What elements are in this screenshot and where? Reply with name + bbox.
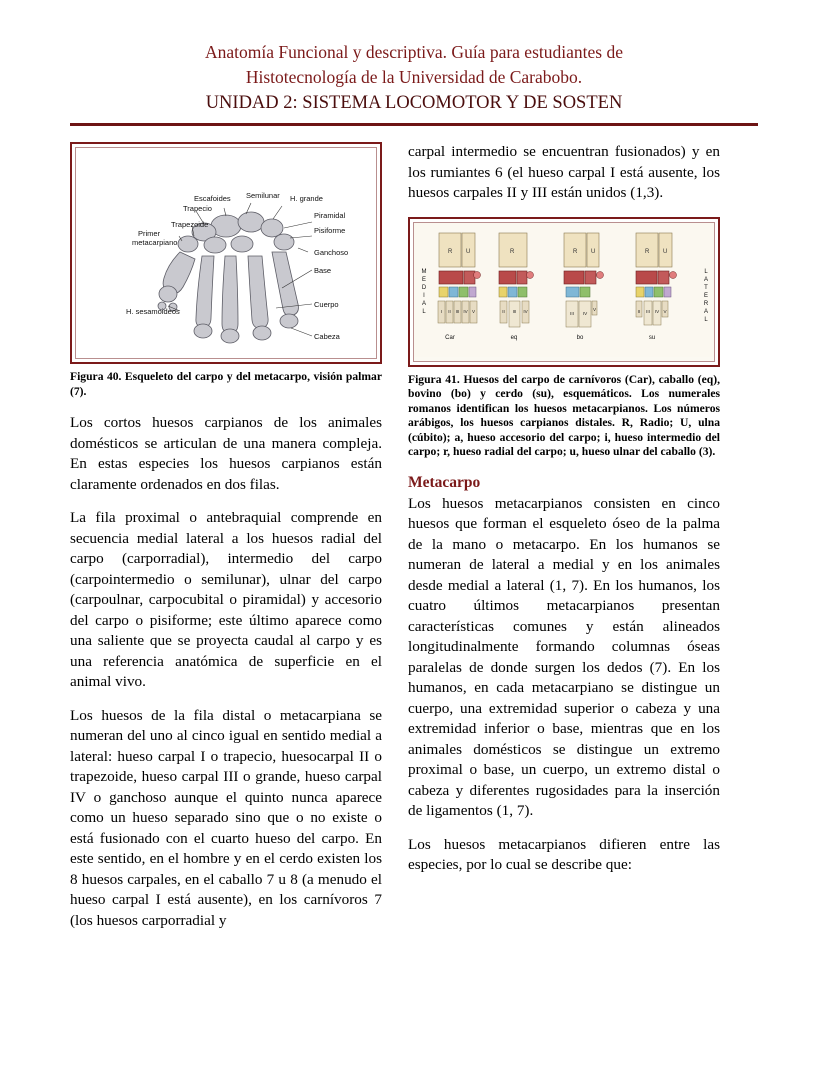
label-medial-e: E <box>421 276 427 283</box>
label-medial-l: L <box>422 308 426 315</box>
label-h-grande: H. grande <box>290 194 323 203</box>
svg-text:III: III <box>512 308 517 314</box>
figure-40-image <box>75 147 377 359</box>
label-lateral-a1: A <box>703 276 709 283</box>
svg-text:U: U <box>591 248 596 255</box>
species-label-eq: eq <box>510 334 518 341</box>
label-piramidal: Piramidal <box>314 211 346 220</box>
right-paragraph-3: Los huesos metacarpianos difieren entre las especies, por lo cual se describe que: <box>408 835 720 873</box>
figure-41-image <box>413 222 715 362</box>
header-line-2: Histotecnología de la Universidad de Carabobo. <box>245 67 583 87</box>
label-primer-metacarpiano-1: Primer <box>138 229 161 238</box>
svg-text:III: III <box>455 308 460 314</box>
svg-text:IV: IV <box>582 310 588 316</box>
svg-text:IV: IV <box>523 308 528 314</box>
label-lateral-e: E <box>703 292 709 299</box>
label-base: Base <box>314 266 332 275</box>
section-heading-metacarpo: Metacarpo <box>408 473 481 491</box>
species-label-car: Car <box>445 334 455 341</box>
right-column <box>408 142 720 944</box>
label-semilunar: Semilunar <box>246 191 280 200</box>
svg-text:II: II <box>637 308 641 314</box>
carpus-metacarpus-illustration <box>76 148 377 354</box>
label-lateral-t: T <box>704 284 708 291</box>
species-label-su: su <box>648 334 656 341</box>
label-cabeza: Cabeza <box>314 332 340 341</box>
label-lateral-l2: L <box>704 316 708 323</box>
svg-text:III: III <box>570 310 574 316</box>
label-medial-m: M <box>421 268 427 275</box>
svg-text:III: III <box>646 308 650 314</box>
body-columns <box>0 126 828 944</box>
right-paragraph-2: Los huesos metacarpianos consisten en cinco huesos que forman el esqueleto óseo de la palma de la mano o metacarpo. En los humanos se numeran de lateral a medial y en los animales desde medial a lateral (1, 7). En los humanos, los cuatro últimos metacarpianos presentan características comunes y están alineados longitudinalmente formando columnas óseas paralelas de donde surgen los dedos (7). En los humanos, en cada metacarpiano se distingue un cuerpo, una extremidad superior o cabeza y una extremidad inferior o base, mientras que en los animales domésticos se distingue un extremo proximal o base, un cuerpo, un extremo distal o cabeza y diferentes rugosidades para la inserción de ligamentos (1, 7). <box>408 494 720 819</box>
label-medial-d: D <box>421 284 427 291</box>
svg-text:II: II <box>448 308 451 314</box>
figure-41-caption: Figura 41. Huesos del carpo de carnívoros (Car), caballo (eq), bovino (bo) y cerdo (su), esquemáticos. Los numerales romanos identifican los huesos metacarpianos. Los números arábigos, los huesos carpianos distales. R, Radio; U, ulna (cúbito); a, hueso accesorio del carpo; i, hueso intermedio del carpo; r, hueso radial del carpo; u, hueso ulnar del caballo (3). <box>408 372 720 458</box>
header-line-3: UNIDAD 2: SISTEMA LOCOMOTOR Y DE SOSTEN <box>205 93 623 113</box>
svg-text:I: I <box>440 308 443 314</box>
species-label-bo: bo <box>576 334 584 341</box>
svg-text:R: R <box>510 248 515 255</box>
label-primer-metacarpiano-2: metacarpiano <box>132 238 178 247</box>
label-medial-a: A <box>421 300 427 307</box>
svg-text:II: II <box>502 308 505 314</box>
svg-text:U: U <box>466 248 471 255</box>
left-column <box>70 142 382 944</box>
label-pisiforme: Pisiforme <box>314 226 346 235</box>
left-paragraph-2: La fila proximal o antebraquial comprende en secuencia medial lateral a los huesos radial del carpo (carporradial), intermedio del carpo (carpointermedio o semilunar), ulnar del carpo (carpoulnar, carpocubital o piramidal) y accesorio del carpo o pisiforme; este último aparece como una saliente que se proyecta caudal al carpo y es una referencia anatómica de superficie en el animal vivo. <box>70 509 382 690</box>
label-trapezoide: Trapezoide <box>171 220 209 229</box>
label-escafoides: Escafoides <box>194 194 231 203</box>
right-paragraph-1: carpal intermedio se encuentran fusionados) y en los rumiantes 6 (el hueso carpal I está ausente, los huesos carpales II y III están unidos (1,3). <box>408 143 720 201</box>
page-header <box>0 0 828 117</box>
label-lateral-r: R <box>703 300 709 307</box>
svg-text:IV: IV <box>463 308 468 314</box>
label-cuerpo: Cuerpo <box>314 300 339 309</box>
left-paragraph-3: Los huesos de la fila distal o metacarpiana se numeran del uno al cinco igual en sentido medial a lateral: hueso carpal I o trapecio, huesocarpal II o trapezoide, hueso carpal III o grande, hueso carpal IV o ganchoso aunque el quinto nunca aparece como un hueso separado sino que o no existe o está fusionado con el cuarto hueso del carpo. En este sentido, en el hombre y en el cerdo existen los 8 huesos carpales, en el caballo 7 u 8 (a menudo el hueso carpal I está ausente), en los carnívoros 7 (los huesos carporradial y <box>70 706 382 929</box>
label-ganchoso: Ganchoso <box>314 248 349 257</box>
header-line-1: Anatomía Funcional y descriptiva. Guía para estudiantes de <box>205 42 623 62</box>
figure-41 <box>408 217 720 367</box>
figure-40 <box>70 142 382 364</box>
left-paragraph-1: Los cortos huesos carpianos de los animales domésticos se articulan de una manera compleja. En estas especies los huesos carpianos están claramente ordenados en dos filas. <box>70 414 382 493</box>
svg-text:IV: IV <box>654 308 660 314</box>
svg-text:U: U <box>663 248 668 255</box>
svg-text:V: V <box>663 308 667 314</box>
svg-text:R: R <box>573 248 578 255</box>
label-h-sesamoideos: H. sesamoideos <box>126 307 180 316</box>
svg-text:R: R <box>645 248 650 255</box>
carpal-schematic-illustration <box>414 223 715 357</box>
label-trapecio: Trapecio <box>183 204 212 213</box>
figure-40-caption: Figura 40. Esqueleto del carpo y del metacarpo, visión palmar (7). <box>70 370 382 398</box>
svg-text:V: V <box>592 306 597 312</box>
svg-text:V: V <box>471 308 476 314</box>
label-lateral-l1: L <box>704 268 708 275</box>
label-medial-i: I <box>423 292 425 299</box>
svg-text:R: R <box>448 248 453 255</box>
label-lateral-a2: A <box>703 308 709 315</box>
